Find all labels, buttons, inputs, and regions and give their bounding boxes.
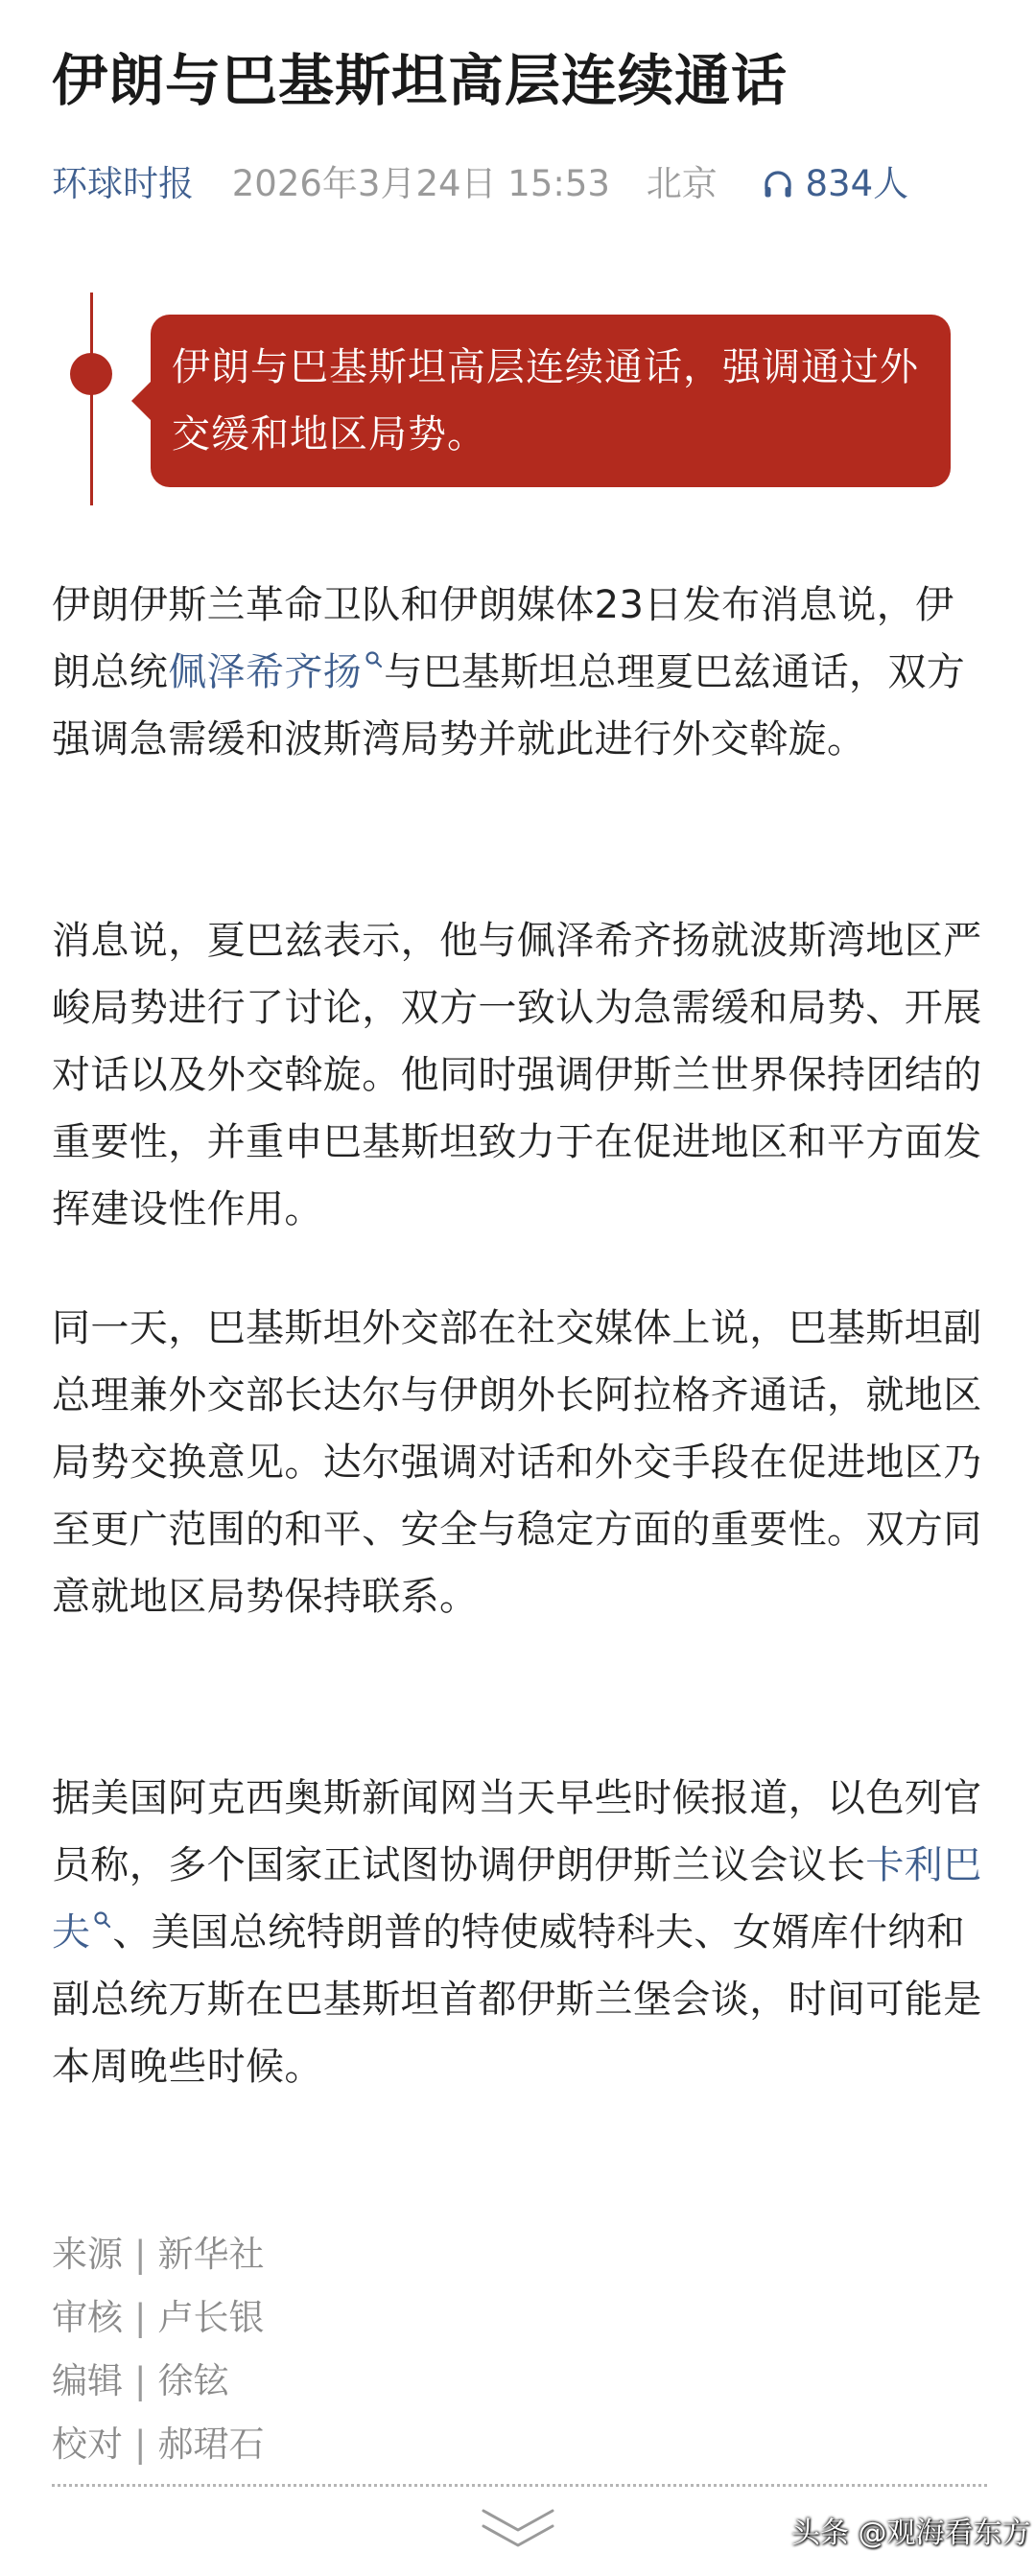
- platform-watermark: 头条 @观海看东方: [791, 2517, 1031, 2550]
- paragraph-3: 同一天，巴基斯坦外交部在社交媒体上说，巴基斯坦副总理兼外交部长达尔与伊朗外长阿拉格齐通话，就地区局势交换意见。达尔强调对话和外交手段在促进地区乃至更广范围的和平、安全与稳定方面的重要性。双方同意就地区局势保持联系。: [52, 1306, 982, 1619]
- credit-separator: |: [134, 2424, 147, 2465]
- credit-value: 新华社: [157, 2234, 265, 2275]
- paragraph-text: 与巴基斯坦总理夏巴兹通话，双方强调急需缓和波斯湾局势并就此进行外交斡旋。: [52, 650, 966, 761]
- paragraph-4: [52, 1765, 988, 2100]
- credit-value: 徐铉: [157, 2360, 229, 2401]
- headphones-icon: [761, 167, 795, 201]
- credit-source: [52, 2223, 723, 2286]
- paragraph-1: [52, 572, 988, 773]
- credit-editor: [52, 2350, 723, 2413]
- paragraph-text: 据美国阿克西奥斯新闻网当天早些时候报道，以色列官员称，多个国家正试图协调伊朗伊斯兰议会议长: [52, 1776, 982, 1887]
- credit-role: 校对: [52, 2424, 123, 2465]
- credit-value: 郝珺石: [157, 2424, 265, 2465]
- article-credits: [52, 2223, 723, 2476]
- link-label: 卡利巴夫: [52, 1843, 982, 1955]
- credit-role: 来源: [52, 2234, 123, 2275]
- publish-datetime: 2026年3月24日 15:53: [231, 163, 610, 204]
- timeline-line: [90, 293, 93, 505]
- credit-value: 卢长银: [157, 2297, 265, 2338]
- publish-location: 北京: [646, 163, 718, 204]
- article-meta: [52, 155, 992, 213]
- credit-separator: |: [134, 2234, 147, 2275]
- link-label: 佩泽希齐扬: [168, 650, 363, 694]
- summary-callout: 伊朗与巴基斯坦高层连续通话，强调通过外交缓和地区局势。: [151, 315, 951, 487]
- expand-button[interactable]: [480, 2499, 556, 2557]
- credit-separator: |: [134, 2360, 147, 2401]
- person-link-pezeshkian[interactable]: [168, 650, 384, 694]
- article-title: 伊朗与巴基斯坦高层连续通话: [52, 48, 789, 113]
- paragraph-text: 、美国总统特朗普的特使威特科夫、女婿库什纳和副总统万斯在巴基斯坦首都伊斯兰堡会谈，时间可能是本周晚些时候。: [52, 1910, 982, 2089]
- credit-reviewer: [52, 2286, 723, 2350]
- credit-separator: |: [134, 2297, 147, 2338]
- paragraph-text: 伊朗伊斯兰革命卫队和伊朗媒体23日发布消息说，伊朗总统: [52, 583, 954, 694]
- footer-divider: [52, 2484, 987, 2487]
- search-icon: [365, 650, 384, 669]
- credit-role: 审核: [52, 2297, 123, 2338]
- paragraph-2: 消息说，夏巴兹表示，他与佩泽希齐扬就波斯湾地区严峻局势进行了讨论，双方一致认为急需缓和局势、开展对话以及外交斡旋。他同时强调伊斯兰世界保持团结的重要性，并重申巴基斯坦致力于在促进地区和平方面发挥建设性作用。: [52, 919, 982, 1231]
- source-link[interactable]: 环球时报: [52, 163, 194, 204]
- listen-button[interactable]: [761, 163, 908, 204]
- chevron-double-down-icon: [480, 2499, 556, 2557]
- listener-count: 834人: [805, 163, 909, 204]
- timeline-dot: [70, 353, 112, 395]
- credit-role: 编辑: [52, 2360, 123, 2401]
- credit-proofreader: [52, 2413, 723, 2476]
- search-icon: [93, 1910, 112, 1930]
